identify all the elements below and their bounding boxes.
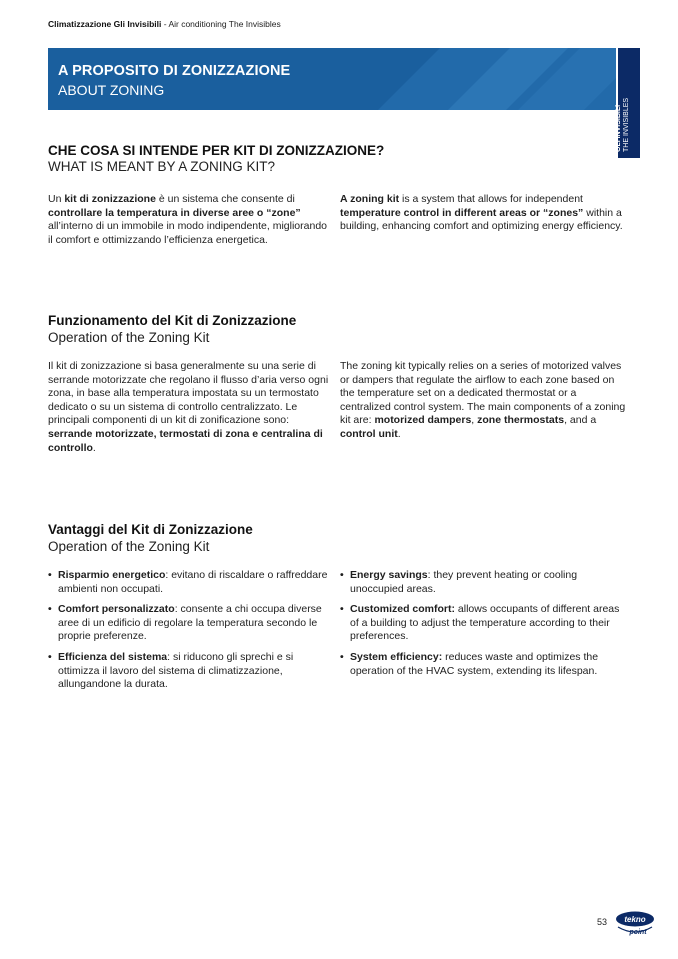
text-run: . — [92, 441, 96, 454]
list-item — [340, 603, 626, 644]
header-separator: - — [161, 19, 169, 29]
section3-list-it — [48, 569, 334, 699]
page-number: 53 — [597, 917, 608, 927]
text-run-bold: controllare la temperatura in diverse aree o “zone” — [48, 206, 301, 219]
list-item-bold: Customized comfort: — [350, 603, 455, 616]
logo-text-line1: tekno — [624, 915, 646, 924]
logo-text-line2: point — [629, 929, 647, 936]
text-run: . — [397, 427, 401, 440]
text-run-bold: A zoning kit — [340, 193, 400, 205]
side-tab — [615, 48, 640, 158]
list-item-text: : evitano di riscaldare o raffreddare ambienti non occupati. — [58, 569, 328, 595]
section1-paragraph-en — [340, 193, 626, 234]
teknopoint-logo — [614, 910, 656, 936]
section3-list-en — [340, 569, 626, 685]
list-item-bold: Energy savings — [350, 569, 428, 581]
list-item — [340, 569, 626, 596]
banner-stripes-decoration — [48, 48, 616, 110]
text-run: is a system that allows for independent — [399, 193, 583, 205]
list-item-text: : they prevent heating or cooling unoccupied areas. — [350, 569, 578, 595]
text-run: all’interno di un immobile in modo indipendente, migliorando il comfort e ottimizzando l’efficienza energetica. — [48, 220, 327, 246]
list-item-bold: System efficiency: — [350, 650, 443, 663]
text-run-bold: serrande motorizzate, termostati di zona e centralina di controllo — [48, 427, 323, 454]
text-run: , and a — [564, 414, 597, 427]
banner-title-it: A PROPOSITO DI ZONIZZAZIONE — [58, 63, 291, 79]
running-header — [48, 19, 281, 29]
text-run: , — [471, 414, 478, 427]
section3-subtitle: Operation of the Zoning Kit — [48, 539, 210, 554]
text-run-bold: zone thermostats — [477, 414, 565, 427]
section3-title: Vantaggi del Kit di Zonizzazione — [48, 522, 253, 537]
list-item-bold: Efficienza del sistema — [58, 650, 168, 663]
section-banner — [48, 48, 616, 110]
list-item — [48, 651, 334, 692]
section2-subtitle: Operation of the Zoning Kit — [48, 330, 210, 345]
section2-paragraph-it — [48, 360, 334, 455]
list-item — [48, 569, 334, 596]
section1-title: CHE COSA SI INTENDE PER KIT DI ZONIZZAZIONE? — [48, 143, 385, 158]
text-run-bold: control unit — [340, 427, 398, 440]
side-tab-line1: GLI INVISIBILI — [615, 104, 622, 152]
list-item — [340, 651, 626, 678]
text-run-bold: temperature control in different areas or “zones” — [340, 206, 584, 219]
list-item — [48, 603, 334, 644]
text-run: è un sistema che consente di — [155, 193, 295, 205]
list-item-text: : consente a chi occupa diverse aree di un edificio di regolare la temperatura secondo le proprie preferenze. — [58, 603, 322, 643]
text-run: Un — [48, 193, 65, 205]
list-item-text: reduces waste and optimizes the operation of the HVAC system, extending its lifespan. — [350, 650, 599, 677]
list-item-bold: Comfort personalizzato — [58, 603, 175, 616]
list-item-text: allows occupants of different areas of a building to adjust the temperature according to their preferences. — [350, 603, 620, 643]
text-run-bold: motorized dampers — [374, 414, 472, 427]
list-item-text: : si riducono gli sprechi e si ottimizza il lavoro del sistema di climatizzazione, allungandone la durata. — [58, 650, 294, 691]
list-item-bold: Risparmio energetico — [58, 569, 166, 581]
header-brand: Climatizzazione Gli Invisibili — [48, 19, 162, 29]
text-run: The zoning kit typically relies on a series of motorized valves or dampers that regulate the airflow to each zone based on the temperature set on a dedicated thermostat or a centralized control system. The main components of a zoning kit are: — [340, 360, 626, 427]
section1-subtitle: WHAT IS MEANT BY A ZONING KIT? — [48, 159, 276, 174]
text-run-bold: kit di zonizzazione — [64, 193, 156, 205]
header-subtitle: Air conditioning The Invisibles — [168, 19, 281, 29]
text-run: Il kit di zonizzazione si basa generalmente su una serie di serrande motorizzate che regolano il flusso d’aria verso ogni zona, in base alla temperatura impostata su un termostato dedicato o su un sistema di controllo centralizzato. Le principali componenti di un kit di zonificazione sono: — [48, 360, 329, 427]
text-run: within a building, enhancing comfort and optimizing energy efficiency. — [340, 206, 623, 233]
banner-title-en: ABOUT ZONING — [58, 82, 165, 98]
section2-title: Funzionamento del Kit di Zonizzazione — [48, 313, 297, 328]
side-tab-line2: THE INVISIBLES — [623, 97, 630, 152]
section2-paragraph-en — [340, 360, 626, 442]
section1-paragraph-it — [48, 193, 334, 247]
